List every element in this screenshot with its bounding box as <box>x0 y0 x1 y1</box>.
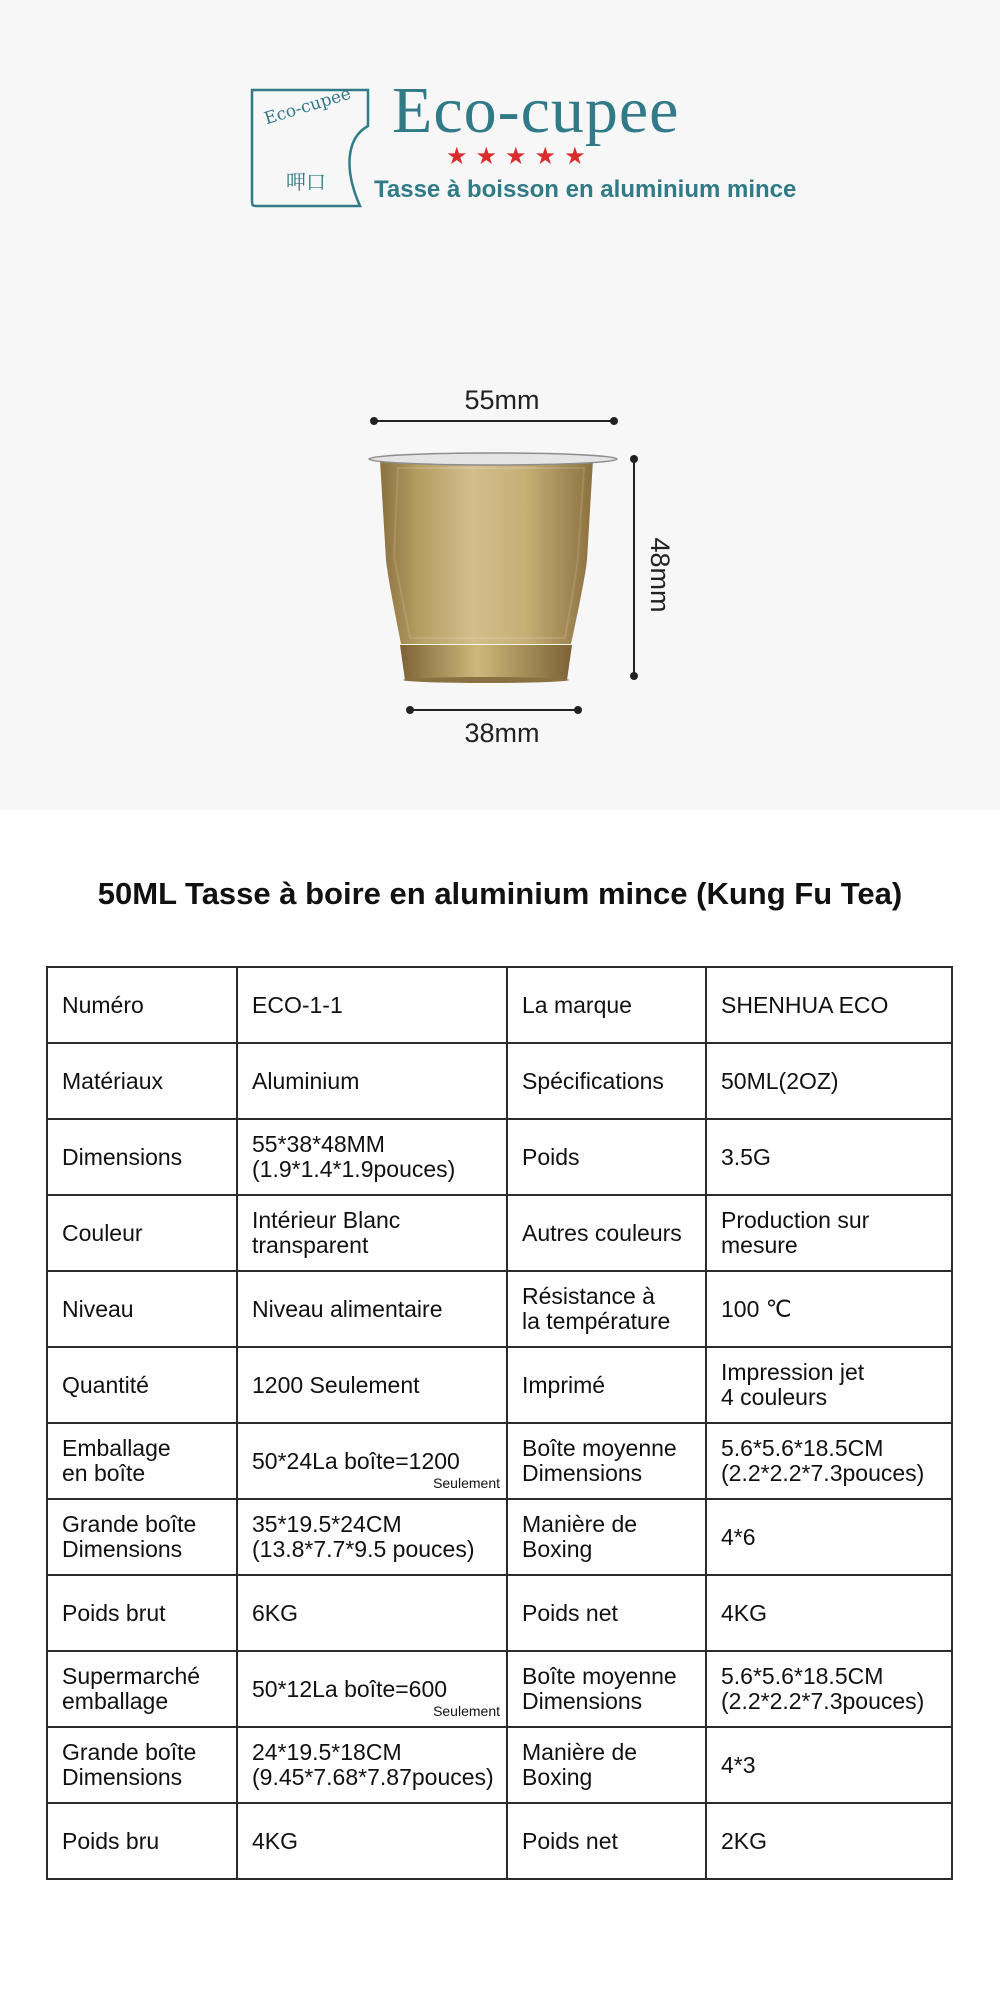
table-cell-value-text: 4KG <box>252 1827 299 1854</box>
table-cell-value <box>706 1575 952 1651</box>
table-cell-label <box>47 1347 237 1423</box>
table-cell-label-text: Manière de Boxing <box>522 1511 638 1562</box>
table-cell-value <box>237 1347 507 1423</box>
table-cell-value <box>706 1195 952 1271</box>
table-cell-label-text: Poids bru <box>62 1827 160 1854</box>
table-cell-label-text: Poids <box>522 1143 580 1170</box>
table-cell-label <box>507 1499 706 1575</box>
table-cell-label <box>47 1727 237 1803</box>
table-cell-note: Seulement <box>433 1475 500 1491</box>
table-row <box>47 1043 952 1119</box>
table-cell-value-text: 4KG <box>721 1599 768 1626</box>
table-cell-label-text: La marque <box>522 991 632 1018</box>
table-cell-value-text: 4*6 <box>721 1523 756 1550</box>
table-cell-label-text: Supermarché emballage <box>62 1663 201 1714</box>
table-cell-value-text: 5.6*5.6*18.5CM (2.2*2.2*7.3pouces) <box>721 1435 925 1486</box>
logo-emblem-text: Eco-cupee <box>262 83 354 130</box>
table-cell-value <box>237 1423 507 1499</box>
table-cell-label-text: Quantité <box>62 1371 149 1398</box>
table-cell-value-text: Production sur mesure <box>721 1207 870 1258</box>
table-cell-value-text: Intérieur Blanc transparent <box>252 1207 401 1258</box>
table-cell-label-text: Poids brut <box>62 1599 166 1626</box>
table-cell-label-text: Imprimé <box>522 1371 606 1398</box>
spec-table <box>46 966 953 1880</box>
table-cell-label <box>507 1651 706 1727</box>
height-label: 48mm <box>645 537 675 613</box>
table-cell-value-text: 35*19.5*24CM (13.8*7.7*9.5 pouces) <box>252 1511 475 1562</box>
table-cell-value <box>706 1499 952 1575</box>
brand-name: Eco-cupee <box>392 74 680 147</box>
table-cell-label <box>47 1271 237 1347</box>
table-cell-value-text: 5.6*5.6*18.5CM (2.2*2.2*7.3pouces) <box>721 1663 925 1714</box>
table-cell-label-text: Niveau <box>62 1295 134 1322</box>
table-cell-value-text: ECO-1-1 <box>252 991 343 1018</box>
table-cell-label <box>47 967 237 1043</box>
table-row <box>47 1195 952 1271</box>
table-cell-label <box>47 1043 237 1119</box>
table-cell-label <box>47 1803 237 1879</box>
table-cell-label <box>47 1195 237 1271</box>
table-cell-value-text: Aluminium <box>252 1067 360 1094</box>
table-cell-label <box>507 1423 706 1499</box>
table-cell-value <box>706 1119 952 1195</box>
cup-bottom <box>403 677 569 683</box>
table-cell-label-text: Matériaux <box>62 1067 163 1094</box>
table-cell-value <box>237 1727 507 1803</box>
table-cell-label <box>47 1651 237 1727</box>
height-start-dot <box>630 455 638 463</box>
table-row <box>47 1119 952 1195</box>
table-cell-value-text: 50*12La boîte=600 <box>252 1675 448 1702</box>
table-cell-value <box>237 1651 507 1727</box>
table-cell-value <box>706 967 952 1043</box>
table-cell-label <box>507 1271 706 1347</box>
table-cell-label-text: Grande boîte Dimensions <box>62 1739 197 1790</box>
table-cell-value <box>706 1651 952 1727</box>
table-cell-value <box>237 1119 507 1195</box>
table-cell-value-text: 2KG <box>721 1827 768 1854</box>
table-cell-value <box>237 1575 507 1651</box>
table-cell-label <box>47 1423 237 1499</box>
table-cell-value <box>706 1043 952 1119</box>
top-width-label: 55mm <box>464 385 540 415</box>
table-cell-value <box>237 1499 507 1575</box>
table-row <box>47 1423 952 1499</box>
table-cell-value <box>237 967 507 1043</box>
top-width-start-dot <box>370 417 378 425</box>
table-cell-label <box>507 1803 706 1879</box>
table-cell-value <box>237 1043 507 1119</box>
table-cell-label <box>507 1727 706 1803</box>
table-cell-value <box>706 1803 952 1879</box>
table-cell-label-text: Numéro <box>62 991 144 1018</box>
table-row <box>47 1651 952 1727</box>
table-cell-value-text: 6KG <box>252 1599 299 1626</box>
table-cell-value-text: 24*19.5*18CM (9.45*7.68*7.87pouces) <box>252 1739 494 1790</box>
table-cell-value-text: 50*24La boîte=1200 <box>252 1447 460 1474</box>
table-row <box>47 1347 952 1423</box>
height-end-dot <box>630 672 638 680</box>
bottom-width-end-dot <box>574 706 582 714</box>
table-cell-value-text: 3.5G <box>721 1143 771 1170</box>
table-cell-label-text: Grande boîte Dimensions <box>62 1511 197 1562</box>
star-rating-icon: ★★★★★ <box>446 143 594 170</box>
top-width-end-dot <box>610 417 618 425</box>
table-cell-value <box>237 1195 507 1271</box>
table-row <box>47 1727 952 1803</box>
table-cell-value-text: 50ML(2OZ) <box>721 1067 839 1094</box>
cup-rim <box>369 453 617 465</box>
table-cell-value-text: 55*38*48MM (1.9*1.4*1.9pouces) <box>252 1131 456 1182</box>
table-cell-label-text: Dimensions <box>62 1143 183 1170</box>
table-cell-value-text: 1200 Seulement <box>252 1371 420 1398</box>
table-cell-value <box>706 1347 952 1423</box>
table-row <box>47 1271 952 1347</box>
table-cell-value <box>237 1803 507 1879</box>
table-cell-label-text: Boîte moyenne Dimensions <box>522 1435 677 1486</box>
table-cell-label-text: Spécifications <box>522 1067 664 1094</box>
bottom-width-label: 38mm <box>464 718 540 748</box>
table-cell-label-text: Emballage en boîte <box>62 1435 171 1486</box>
table-cell-label-text: Boîte moyenne Dimensions <box>522 1663 677 1714</box>
table-cell-value-text: SHENHUA ECO <box>721 991 889 1018</box>
table-cell-value <box>706 1727 952 1803</box>
table-cell-label <box>47 1119 237 1195</box>
table-cell-value-text: 4*3 <box>721 1751 756 1778</box>
table-cell-label-text: Manière de Boxing <box>522 1739 638 1790</box>
brand-tagline: Tasse à boisson en aluminium mince <box>374 176 797 203</box>
table-cell-value <box>706 1271 952 1347</box>
logo-emblem-chinese: 呷口 <box>286 170 326 194</box>
table-row <box>47 1575 952 1651</box>
product-title: 50ML Tasse à boire en aluminium mince (Kung Fu Tea) <box>97 876 903 911</box>
table-cell-label <box>47 1499 237 1575</box>
table-cell-value <box>706 1423 952 1499</box>
table-cell-value-text: Impression jet 4 couleurs <box>721 1359 865 1410</box>
cup-base-band <box>400 645 572 680</box>
table-cell-label <box>507 1575 706 1651</box>
table-cell-label-text: Poids net <box>522 1599 618 1626</box>
cup-body <box>380 460 593 644</box>
table-row <box>47 1499 952 1575</box>
table-cell-label-text: Couleur <box>62 1219 143 1246</box>
table-cell-value <box>237 1271 507 1347</box>
table-cell-label <box>507 1043 706 1119</box>
table-cell-label-text: Résistance à la température <box>522 1283 671 1334</box>
table-cell-label <box>507 1195 706 1271</box>
table-row <box>47 967 952 1043</box>
product-image <box>0 0 1000 810</box>
table-cell-label <box>47 1575 237 1651</box>
bottom-width-start-dot <box>406 706 414 714</box>
table-cell-value-text: 100 ℃ <box>721 1295 792 1322</box>
table-cell-label-text: Autres couleurs <box>522 1219 682 1246</box>
table-row <box>47 1803 952 1879</box>
table-cell-label <box>507 1347 706 1423</box>
table-cell-value-text: Niveau alimentaire <box>252 1295 443 1322</box>
cup-drawing <box>369 453 617 683</box>
table-cell-label-text: Poids net <box>522 1827 618 1854</box>
table-cell-label <box>507 967 706 1043</box>
table-cell-note: Seulement <box>433 1703 500 1719</box>
table-cell-label <box>507 1119 706 1195</box>
